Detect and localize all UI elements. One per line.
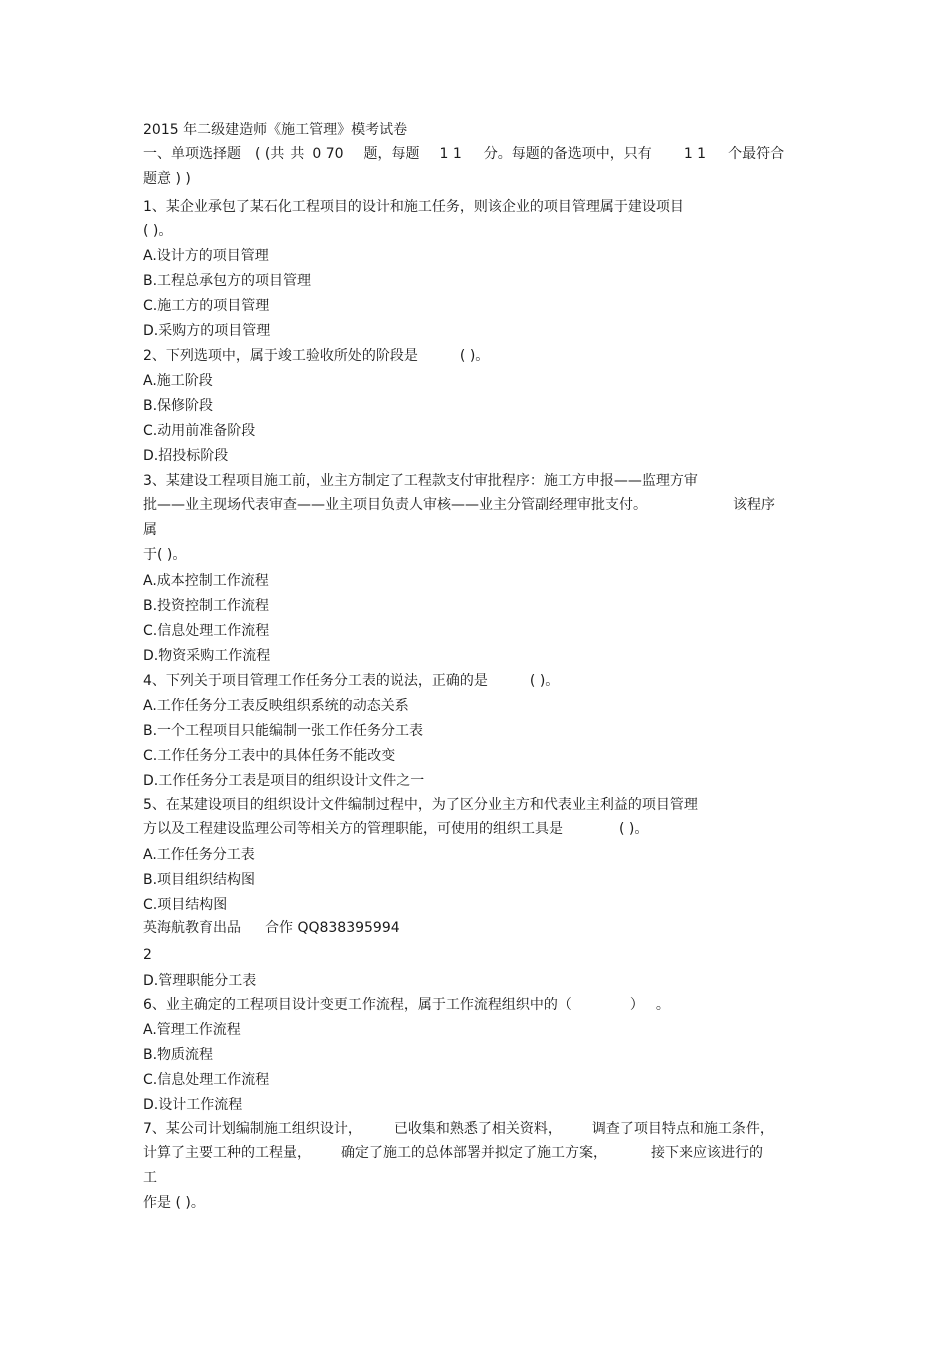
question-3-option-c: C.信息处理工作流程	[143, 623, 270, 639]
footer-contact: 合作 QQ838395994	[265, 920, 400, 936]
section-heading-part: 共	[290, 146, 305, 162]
question-5-option-d: D.管理职能分工表	[143, 973, 257, 989]
question-2-option-a: A.施工阶段	[143, 373, 213, 389]
question-5-option-b: B.项目组织结构图	[143, 872, 256, 888]
question-6-stem-text: 6、业主确定的工程项目设计变更工作流程，属于工作流程组织中的（	[143, 997, 572, 1013]
document-title: 2015 年二级建造师《施工管理》模考试卷	[143, 122, 408, 138]
question-3-stem-cont: 属	[143, 522, 157, 538]
question-5-option-c: C.项目结构图	[143, 897, 228, 913]
question-4-stem	[143, 672, 559, 690]
page-footer	[143, 919, 400, 937]
section-heading-part: 分。每题的备选项中，只有	[483, 146, 652, 162]
question-5-stem: 5、在某建设项目的组织设计文件编制过程中，为了区分业主方和代表业主利益的项目管理	[143, 797, 698, 813]
question-7-stem-part: 调查了项目特点和施工条件，	[591, 1121, 774, 1137]
page-number: 2	[143, 947, 152, 963]
section-heading-part: ( (共	[255, 146, 285, 162]
question-6-option-d: D.设计工作流程	[143, 1097, 243, 1113]
question-2-stem-blank: ( )。	[459, 348, 490, 364]
section-heading-part: 一、单项选择题	[143, 146, 241, 162]
footer-publisher: 英海航教育出品	[143, 920, 241, 936]
question-1-stem: 1、某企业承包了某石化工程项目的设计和施工任务，则该企业的项目管理属于建设项目	[143, 199, 684, 215]
section-heading-part: 个最符合	[728, 146, 785, 162]
question-4-stem-blank: ( )。	[529, 673, 560, 689]
question-4-option-c: C.工作任务分工表中的具体任务不能改变	[143, 748, 396, 764]
question-7-stem-part: 确定了施工的总体部署并拟定了施工方案，	[341, 1145, 607, 1161]
question-3-option-b: B.投资控制工作流程	[143, 598, 270, 614]
question-2-option-b: B.保修阶段	[143, 398, 214, 414]
question-1-option-b: B.工程总承包方的项目管理	[143, 273, 312, 289]
section-heading-part: 0 70	[312, 146, 344, 162]
question-3-stem-cont	[143, 496, 775, 514]
question-5-stem-cont	[143, 820, 648, 838]
question-7-stem-cont	[143, 1144, 763, 1162]
question-7-stem-part: 7、某公司计划编制施工组织设计，	[143, 1121, 362, 1137]
question-6-stem-paren: ）	[629, 997, 644, 1013]
section-heading-line2: 题意 ) )	[143, 171, 191, 187]
section-heading-part: 题，每题	[363, 146, 420, 162]
question-2-option-d: D.招投标阶段	[143, 448, 229, 464]
question-7-stem-cont: 工	[143, 1170, 157, 1186]
question-6-stem	[143, 996, 670, 1014]
question-7-stem-part: 接下来应该进行的	[651, 1145, 763, 1161]
question-5-stem-blank: ( )。	[619, 821, 649, 837]
question-2-option-c: C.动用前准备阶段	[143, 423, 256, 439]
question-1-option-c: C.施工方的项目管理	[143, 298, 270, 314]
question-1-option-d: D.采购方的项目管理	[143, 323, 271, 339]
question-4-stem-text: 4、下列关于项目管理工作任务分工表的说法，正确的是	[143, 673, 488, 689]
question-1-option-a: A.设计方的项目管理	[143, 248, 269, 264]
question-4-option-b: B.一个工程项目只能编制一张工作任务分工表	[143, 723, 424, 739]
section-heading-part: 1 1	[439, 146, 462, 162]
question-4-option-d: D.工作任务分工表是项目的组织设计文件之一	[143, 773, 425, 789]
question-3-stem-cont: 于( )。	[143, 547, 187, 563]
question-2-stem	[143, 347, 489, 365]
question-3-stem: 3、某建设工程项目施工前，业主方制定了工程款支付审批程序：施工方申报——监理方审	[143, 473, 698, 489]
question-6-option-b: B.物质流程	[143, 1047, 214, 1063]
section-heading	[143, 145, 784, 163]
question-6-stem-end: 。	[655, 997, 670, 1013]
question-2-stem-text: 2、下列选项中，属于竣工验收所处的阶段是	[143, 348, 418, 364]
question-4-option-a: A.工作任务分工表反映组织系统的动态关系	[143, 698, 409, 714]
question-7-stem-part: 计算了主要工种的工程量，	[143, 1145, 311, 1161]
question-7-stem	[143, 1120, 774, 1138]
question-3-stem-tail: 该程序	[733, 497, 775, 513]
question-5-stem-text: 方以及工程建设监理公司等相关方的管理职能，可使用的组织工具是	[143, 821, 563, 837]
question-3-stem-text: 批——业主现场代表审查——业主项目负责人审核——业主分管副经理审批支付。	[143, 497, 647, 513]
question-7-stem-part: 已收集和熟悉了相关资料，	[393, 1121, 562, 1137]
question-1-stem-cont: ( )。	[143, 223, 173, 239]
question-6-option-c: C.信息处理工作流程	[143, 1072, 270, 1088]
question-3-option-d: D.物资采购工作流程	[143, 648, 271, 664]
question-5-option-a: A.工作任务分工表	[143, 847, 255, 863]
question-7-stem-cont: 作是 ( )。	[143, 1195, 205, 1211]
section-heading-part: 1 1	[683, 146, 707, 162]
question-6-option-a: A.管理工作流程	[143, 1022, 241, 1038]
question-3-option-a: A.成本控制工作流程	[143, 573, 269, 589]
